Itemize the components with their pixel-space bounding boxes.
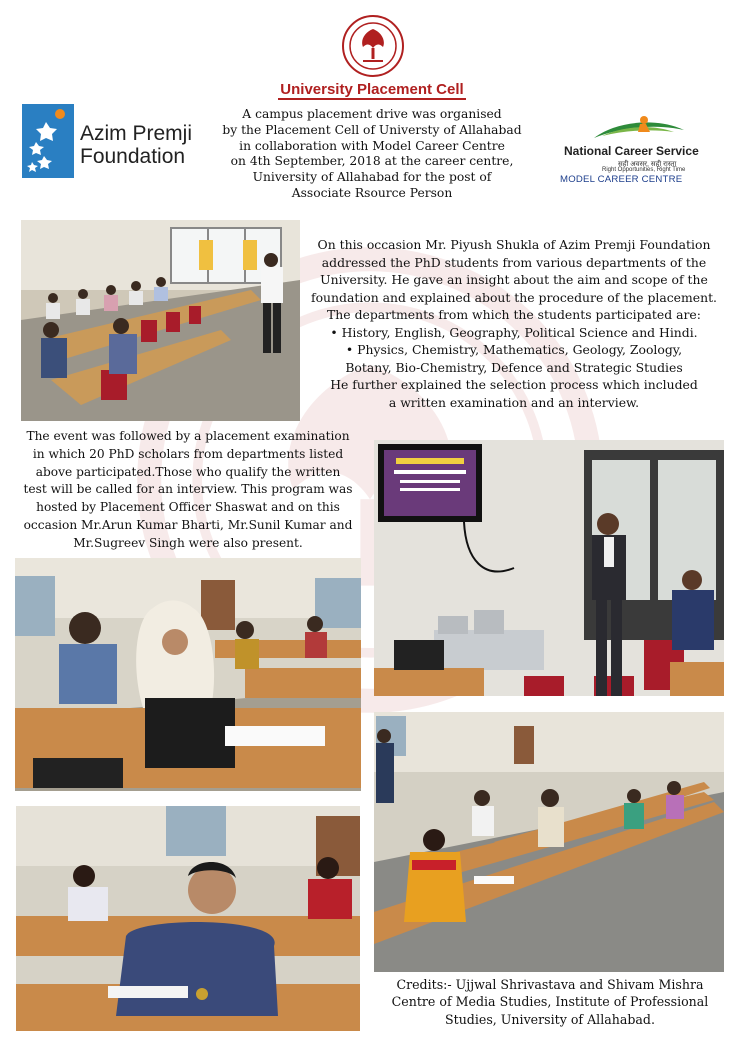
photo-exam-student: [16, 806, 360, 1031]
ncs-hindi-tagline: सही अवसर, सही रास्ता: [618, 161, 677, 168]
ncs-swoosh-icon: [588, 112, 688, 144]
photo-exam-front: [15, 558, 361, 791]
page-title: University Placement Cell: [280, 81, 464, 98]
apf-logo-text: Azim Premji Foundation: [80, 122, 193, 168]
main-paragraph: On this occasion Mr. Piyush Shukla of Azim Premji Foundation addressed the PhD students from various departments of the University. He gave an insight about the aim and scope of the foundation and explained about the procedure of the placement. The departments from which the students participated are: • History, English, Geography, Political Science and Hindi. • Physics, Chemistry, Mathematics, Geology, Zoology, Botany, Bio-Chemistry, Defence and Strategic Studies He further explained the selection process which included a written examination and an interview.: [311, 237, 717, 410]
university-seal-icon: [341, 14, 405, 78]
model-career-centre-label: MODEL CAREER CENTRE: [560, 174, 683, 185]
photo-presenter: [374, 440, 724, 696]
national-career-service-logo: [558, 112, 708, 187]
azim-premji-foundation-logo: [22, 104, 202, 184]
intro-text: A campus placement drive was organised by the Placement Cell of Universty of Allahabad in collaboration with Model Career Centre on 4th September, 2018 at the career centre, University of Allahabad for the post of Associate Rsource Person: [222, 107, 522, 200]
ncs-name: National Career Service: [564, 144, 699, 158]
photo-exam-hall: [374, 712, 724, 972]
credits: Credits:- Ujjwal Shrivastava and Shivam Mishra Centre of Media Studies, Institute of Professional Studies, University of Allahabad.: [391, 977, 709, 1027]
ncs-tagline: Right Opportunities, Right Time: [602, 167, 686, 173]
apf-logo-mark: [22, 104, 74, 178]
photo-lecture-hall: [21, 220, 300, 421]
event-paragraph: The event was followed by a placement examination in which 20 PhD scholars from departments listed above participated.Those who qualify the written test will be called for an interview. This program was hosted by Placement Officer Shaswat and on this occasion Mr.Arun Kumar Bharti, Mr.Sunil Kumar and Mr.Sugreev Singh were also present.: [23, 429, 353, 550]
